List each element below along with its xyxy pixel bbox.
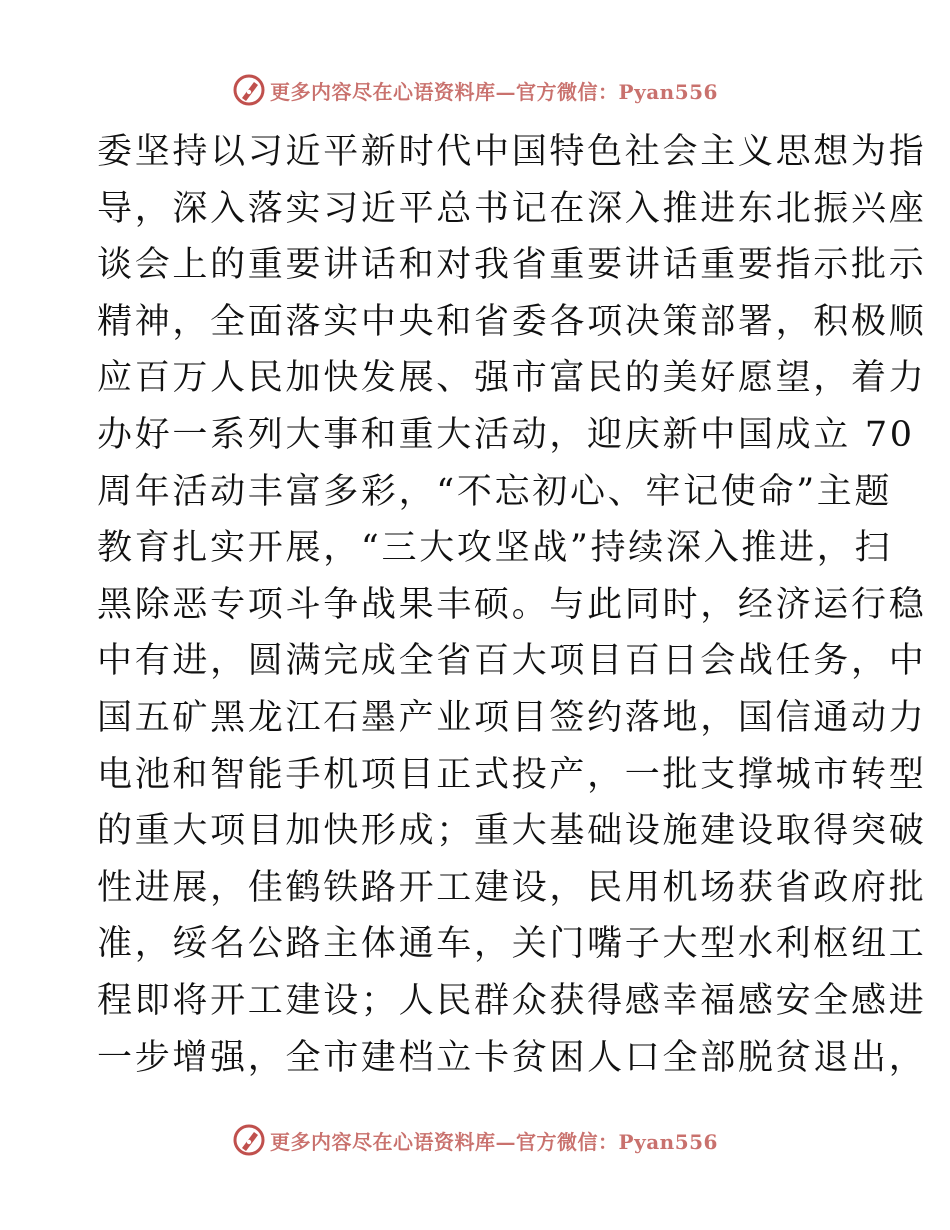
body-line: 国五矿黑龙江石墨产业项目签约落地，国信通动力 (97, 697, 927, 738)
header-banner-text: 更多内容尽在心语资料库—官方微信：Pyan556 (270, 79, 718, 104)
footer-banner-text: 更多内容尽在心语资料库—官方微信：Pyan556 (270, 1129, 718, 1154)
body-line: 周年活动丰富多彩，“不忘初心、牢记使命”主题 (97, 471, 893, 512)
footer-watermark-banner (0, 1122, 950, 1158)
body-line: 一步增强，全市建档立卡贫困人口全部脱贫退出， (97, 1037, 927, 1078)
body-line: 办好一系列大事和重大活动，迎庆新中国成立 70 (97, 414, 915, 455)
document-body (97, 124, 927, 1086)
body-line: 性进展，佳鹤铁路开工建设，民用机场获省政府批 (97, 867, 927, 908)
body-line: 程即将开工建设；人民群众获得感幸福感安全感进 (97, 980, 927, 1021)
body-line: 导，深入落实习近平总书记在深入推进东北振兴座 (97, 188, 927, 229)
body-line: 教育扎实开展，“三大攻坚战”持续深入推进，扫 (97, 528, 893, 569)
body-line: 应百万人民加快发展、强市富民的美好愿望，着力 (97, 358, 927, 399)
body-line: 电池和智能手机项目正式投产，一批支撑城市转型 (97, 754, 927, 795)
body-line: 的重大项目加快形成；重大基础设施建设取得突破 (97, 811, 927, 852)
body-line: 准，绥名公路主体通车，关门嘴子大型水利枢纽工 (97, 924, 927, 965)
header-watermark-banner (0, 72, 950, 108)
fountain-pen-logo-icon (232, 1123, 266, 1157)
body-line: 谈会上的重要讲话和对我省重要讲话重要指示批示 (97, 245, 927, 286)
body-line: 黑除恶专项斗争战果丰硕。与此同时，经济运行稳 (97, 584, 927, 625)
body-line: 中有进，圆满完成全省百大项目百日会战任务，中 (97, 641, 927, 682)
fountain-pen-logo-icon (232, 73, 266, 107)
body-line: 委坚持以习近平新时代中国特色社会主义思想为指 (97, 132, 927, 172)
body-line: 精神，全面落实中央和省委各项决策部署，积极顺 (97, 301, 927, 342)
